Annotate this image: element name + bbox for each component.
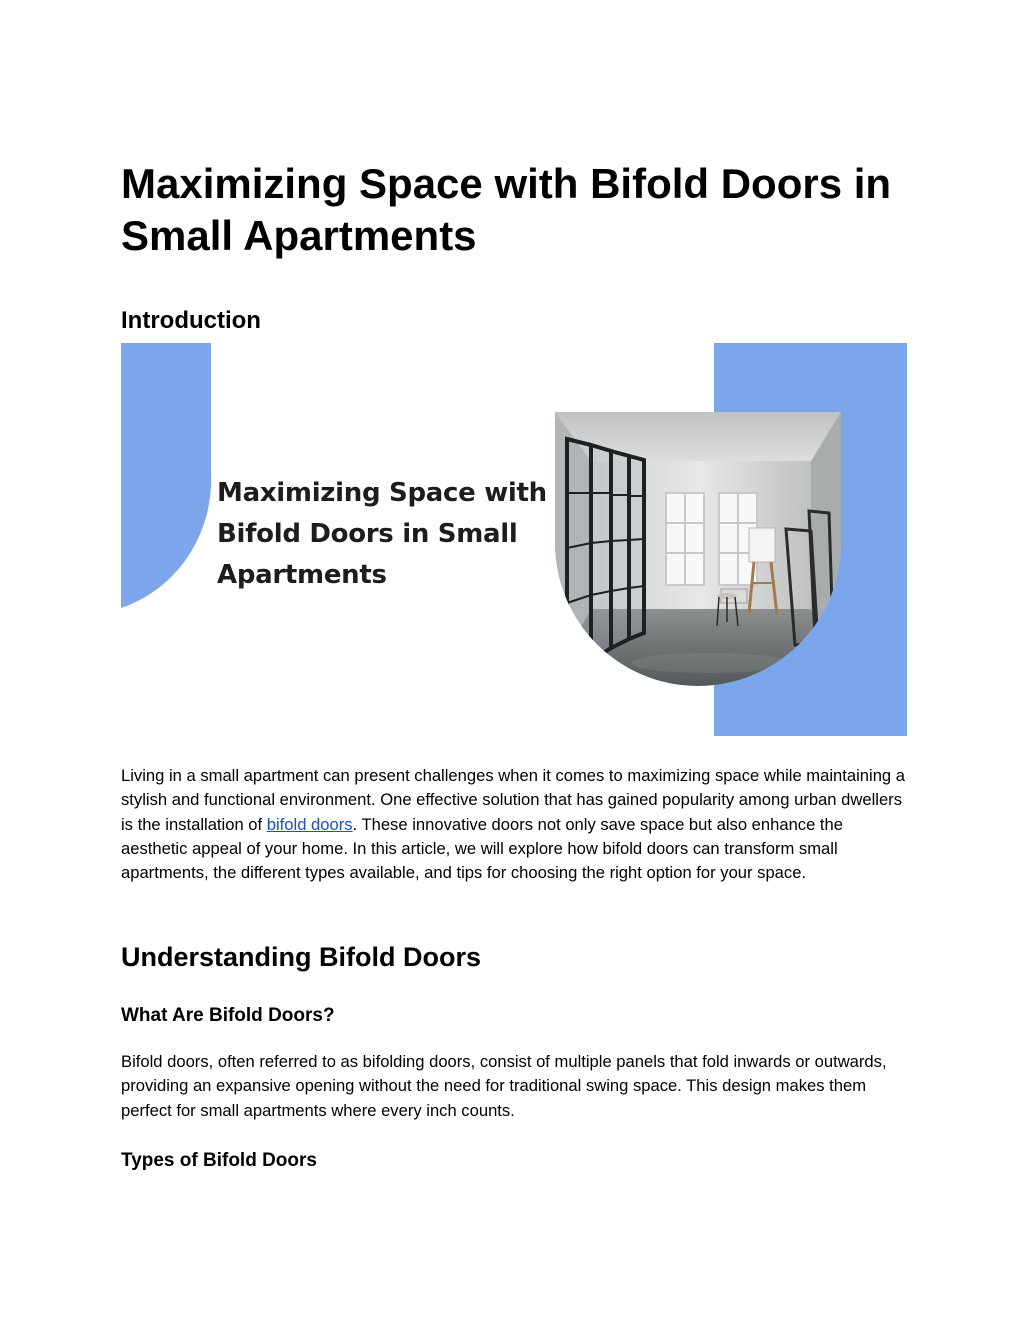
bifold-doors-link[interactable]: bifold doors (266, 814, 353, 834)
types-of-bifold-doors-heading: Types of Bifold Doors (121, 1150, 317, 1171)
what-are-bifold-doors-paragraph: Bifold doors, often referred to as bifolding doors, consist of multiple panels that fold inwards or outwards, providing an expansive opening without the need for traditional swing space. This design makes them perfect for small apartments where every inch counts. (121, 1052, 887, 1120)
intro-text-before-link: Living in a small apartment can present challenges when it comes to maximizing space while maintaining a stylish and functional environment. One effective solution that has gained popularity among urban dwellers is the installation of (121, 766, 905, 834)
what-are-bifold-doors-heading: What Are Bifold Doors? (121, 1005, 335, 1026)
introduction-heading: Introduction (121, 307, 261, 334)
banner-title-text: Maximizing Space with Bifold Doors in Small Apartments (217, 478, 547, 590)
page-title: Maximizing Space with Bifold Doors in Small Apartments (121, 160, 892, 259)
intro-paragraph (121, 764, 911, 885)
left-accent-shape (121, 343, 211, 608)
intro-text-after-link: . These innovative doors not only save space but also enhance the aesthetic appeal of your home. In this article, we will explore how bifold doors can transform small apartments, the different types available, and tips for choosing the right option for your space. (121, 814, 844, 883)
banner-image (121, 343, 907, 736)
understanding-bifold-doors-heading: Understanding Bifold Doors (121, 942, 481, 972)
